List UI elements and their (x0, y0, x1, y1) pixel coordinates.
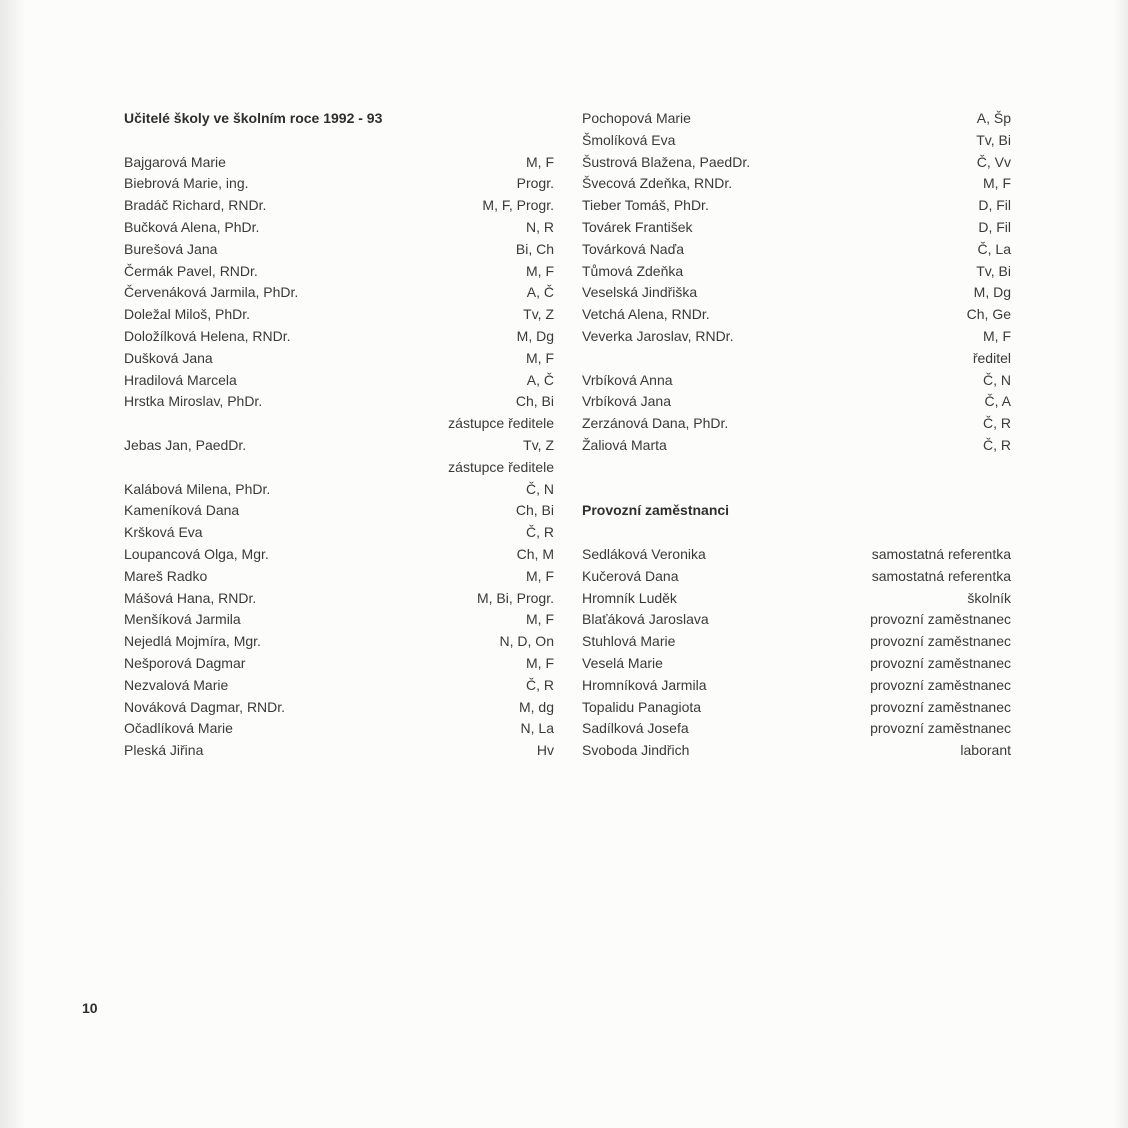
person-name: Červenáková Jarmila, PhDr. (124, 284, 299, 301)
spacer (124, 130, 554, 152)
subjects: A, Č (526, 284, 554, 301)
person-name: Kršková Eva (124, 524, 203, 541)
person-name: Tůmová Zdeňka (582, 262, 684, 279)
staff-heading: Provozní zaměstnanci (582, 502, 730, 519)
teacher-row (582, 348, 1011, 370)
subjects: M, F, Progr. (482, 197, 554, 214)
person-name: Bajgarová Marie (124, 153, 226, 170)
subjects: D, Fil (978, 218, 1011, 235)
teacher-row (582, 152, 1011, 174)
subjects: Ch, Ge (966, 306, 1011, 323)
person-name: Vrbíková Jana (582, 393, 671, 410)
subjects: Tv, Bi (976, 131, 1011, 148)
person-name: Vrbíková Anna (582, 371, 673, 388)
teacher-row (124, 740, 554, 762)
teacher-row (124, 152, 554, 174)
person-name: Hrstka Miroslav, PhDr. (124, 393, 263, 410)
person-name: Nejedlá Mojmíra, Mgr. (124, 633, 261, 650)
person-name: Veselská Jindřiška (582, 284, 698, 301)
teacher-row (582, 261, 1011, 283)
staff-role: provozní zaměstnanec (870, 698, 1011, 715)
subjects: Č, A (984, 393, 1011, 410)
subjects: M, F (983, 327, 1011, 344)
teacher-row (124, 261, 554, 283)
subjects: Bi, Ch (515, 240, 554, 257)
person-name: Továrek František (582, 218, 693, 235)
subjects: M, Dg (516, 327, 554, 344)
person-name: Burešová Jana (124, 240, 218, 257)
teacher-row (124, 239, 554, 261)
person-name: Zerzánová Dana, PhDr. (582, 415, 729, 432)
person-name: Kučerová Dana (582, 567, 679, 584)
person-name: Tieber Tomáš, PhDr. (582, 197, 709, 214)
staff-row (582, 631, 1011, 653)
staff-row (582, 544, 1011, 566)
teacher-row (124, 609, 554, 631)
teacher-row (124, 173, 554, 195)
subjects: Č, N (983, 371, 1011, 388)
staff-role: provozní zaměstnanec (870, 633, 1011, 650)
spacer (582, 479, 1011, 501)
subjects: N, R (526, 218, 554, 235)
staff-row (582, 675, 1011, 697)
right-column (582, 108, 1011, 762)
person-name: Hradilová Marcela (124, 371, 237, 388)
teacher-row (582, 282, 1011, 304)
person-name: Veverka Jaroslav, RNDr. (582, 327, 734, 344)
subjects: Č, R (526, 676, 554, 693)
subjects: Ch, M (516, 545, 554, 562)
teachers-heading: Učitelé školy ve školním roce 1992 - 93 (124, 110, 383, 126)
person-name: Doležal Miloš, PhDr. (124, 306, 251, 323)
person-name: Šmolíková Eva (582, 131, 676, 148)
spacer (582, 522, 1011, 544)
left-column (124, 108, 554, 762)
staff-role: samostatná referentka (871, 545, 1011, 562)
teacher-row (582, 435, 1011, 457)
person-name: Šustrová Blažena, PaedDr. (582, 153, 751, 170)
staff-role: provozní zaměstnanec (870, 654, 1011, 671)
subjects: N, La (520, 720, 554, 737)
staff-row (582, 588, 1011, 610)
person-name: Mášová Hana, RNDr. (124, 589, 257, 606)
person-name: Bradáč Richard, RNDr. (124, 197, 267, 214)
teacher-row (124, 631, 554, 653)
subjects: M, F (526, 654, 554, 671)
staff-row (582, 566, 1011, 588)
person-name: Pochopová Marie (582, 110, 691, 126)
person-name: Žaliová Marta (582, 436, 667, 453)
subjects: Č, Vv (976, 153, 1011, 170)
page-edge-shadow-left (0, 0, 26, 1128)
staff-row (582, 697, 1011, 719)
teacher-row (582, 108, 1011, 130)
staff-row (582, 718, 1011, 740)
person-name: Veselá Marie (582, 654, 663, 671)
person-name: Stuhlová Marie (582, 633, 676, 650)
staff-list (582, 544, 1011, 762)
page-edge-shadow-right (1114, 0, 1128, 1128)
teacher-row (124, 522, 554, 544)
subjects: N, D, On (499, 633, 554, 650)
staff-row (582, 653, 1011, 675)
staff-role: provozní zaměstnanec (870, 720, 1011, 737)
subjects: zástupce ředitele (448, 458, 554, 475)
person-name: Čermák Pavel, RNDr. (124, 262, 258, 279)
subjects: Ch, Bi (515, 393, 554, 410)
teacher-row (124, 718, 554, 740)
person-name: Doložílková Helena, RNDr. (124, 327, 291, 344)
person-name: Kalábová Milena, PhDr. (124, 480, 271, 497)
subjects: ředitel (972, 349, 1011, 366)
person-name: Hromníková Jarmila (582, 676, 707, 693)
subjects: Č, N (526, 480, 554, 497)
teacher-row (582, 370, 1011, 392)
subjects: M, F (526, 349, 554, 366)
subjects: M, Bi, Progr. (476, 589, 554, 606)
person-name: Dušková Jana (124, 349, 213, 366)
subjects: Ch, Bi (515, 502, 554, 519)
teacher-row (124, 195, 554, 217)
staff-role: laborant (960, 742, 1011, 759)
staff-role: samostatná referentka (871, 567, 1011, 584)
teacher-row (124, 479, 554, 501)
teacher-row (582, 304, 1011, 326)
teacher-row (124, 697, 554, 719)
teacher-row (124, 348, 554, 370)
teacher-row (124, 675, 554, 697)
person-name: Biebrová Marie, ing. (124, 175, 249, 192)
subjects: Č, La (977, 240, 1011, 257)
teacher-row (582, 326, 1011, 348)
subjects: Hv (536, 742, 554, 759)
subjects: Tv, Z (523, 306, 554, 323)
person-name: Jebas Jan, PaedDr. (124, 436, 247, 453)
teacher-row (124, 326, 554, 348)
person-name: Hromník Luděk (582, 589, 677, 606)
teacher-row (124, 544, 554, 566)
person-name: Loupancová Olga, Mgr. (124, 545, 269, 562)
subjects: M, Dg (973, 284, 1011, 301)
teacher-row (124, 282, 554, 304)
teacher-row (124, 370, 554, 392)
person-name: Sadílková Josefa (582, 720, 689, 737)
teacher-row (582, 391, 1011, 413)
subjects: M, F (983, 175, 1011, 192)
subjects: M, F (526, 567, 554, 584)
teacher-row (124, 413, 554, 435)
person-name: Kameníková Dana (124, 502, 240, 519)
staff-role: školník (967, 589, 1011, 606)
teacher-row (124, 435, 554, 457)
person-name: Továrková Naďa (582, 240, 684, 257)
teacher-row (124, 457, 554, 479)
subjects: D, Fil (978, 197, 1011, 214)
person-name: Očadlíková Marie (124, 720, 233, 737)
person-name: Topalidu Panagiota (582, 698, 702, 715)
subjects: A, Č (526, 371, 554, 388)
page-number: 10 (82, 1000, 98, 1016)
person-name: Nováková Dagmar, RNDr. (124, 698, 286, 715)
teacher-row (582, 239, 1011, 261)
person-name: Menšíková Jarmila (124, 611, 241, 628)
teacher-row (582, 173, 1011, 195)
person-name: Nešporová Dagmar (124, 654, 246, 671)
teacher-row (582, 217, 1011, 239)
staff-row (582, 609, 1011, 631)
staff-role: provozní zaměstnanec (870, 676, 1011, 693)
subjects: Progr. (516, 175, 554, 192)
staff-role: provozní zaměstnanec (870, 611, 1011, 628)
person-name: Nezvalová Marie (124, 676, 229, 693)
subjects: M, dg (518, 698, 554, 715)
subjects: Č, R (526, 524, 554, 541)
person-name: Blaťáková Jaroslava (582, 611, 709, 628)
teacher-row (124, 653, 554, 675)
teacher-row (582, 130, 1011, 152)
teacher-row (124, 391, 554, 413)
person-name: Švecová Zdeňka, RNDr. (582, 175, 733, 192)
subjects: Tv, Bi (976, 262, 1011, 279)
teacher-row (124, 500, 554, 522)
spacer (582, 457, 1011, 479)
person-name: Svoboda Jindřich (582, 742, 690, 759)
subjects: M, F (526, 153, 554, 170)
person-name: Vetchá Alena, RNDr. (582, 306, 710, 323)
teacher-row (124, 304, 554, 326)
subjects: Č, R (983, 436, 1011, 453)
person-name: Mareš Radko (124, 567, 208, 584)
teacher-row (124, 566, 554, 588)
teacher-row (582, 413, 1011, 435)
left-teacher-list (124, 152, 554, 762)
person-name: Bučková Alena, PhDr. (124, 218, 260, 235)
teacher-row (582, 195, 1011, 217)
right-teacher-list (582, 108, 1011, 457)
subjects: M, F (526, 611, 554, 628)
person-name: Sedláková Veronika (582, 545, 706, 562)
subjects: zástupce ředitele (448, 415, 554, 432)
subjects: Tv, Z (523, 436, 554, 453)
subjects: A, Šp (976, 110, 1011, 126)
person-name: Pleská Jiřina (124, 742, 204, 759)
teacher-row (124, 588, 554, 610)
staff-row (582, 740, 1011, 762)
subjects: Č, R (983, 415, 1011, 432)
subjects: M, F (526, 262, 554, 279)
teacher-row (124, 217, 554, 239)
